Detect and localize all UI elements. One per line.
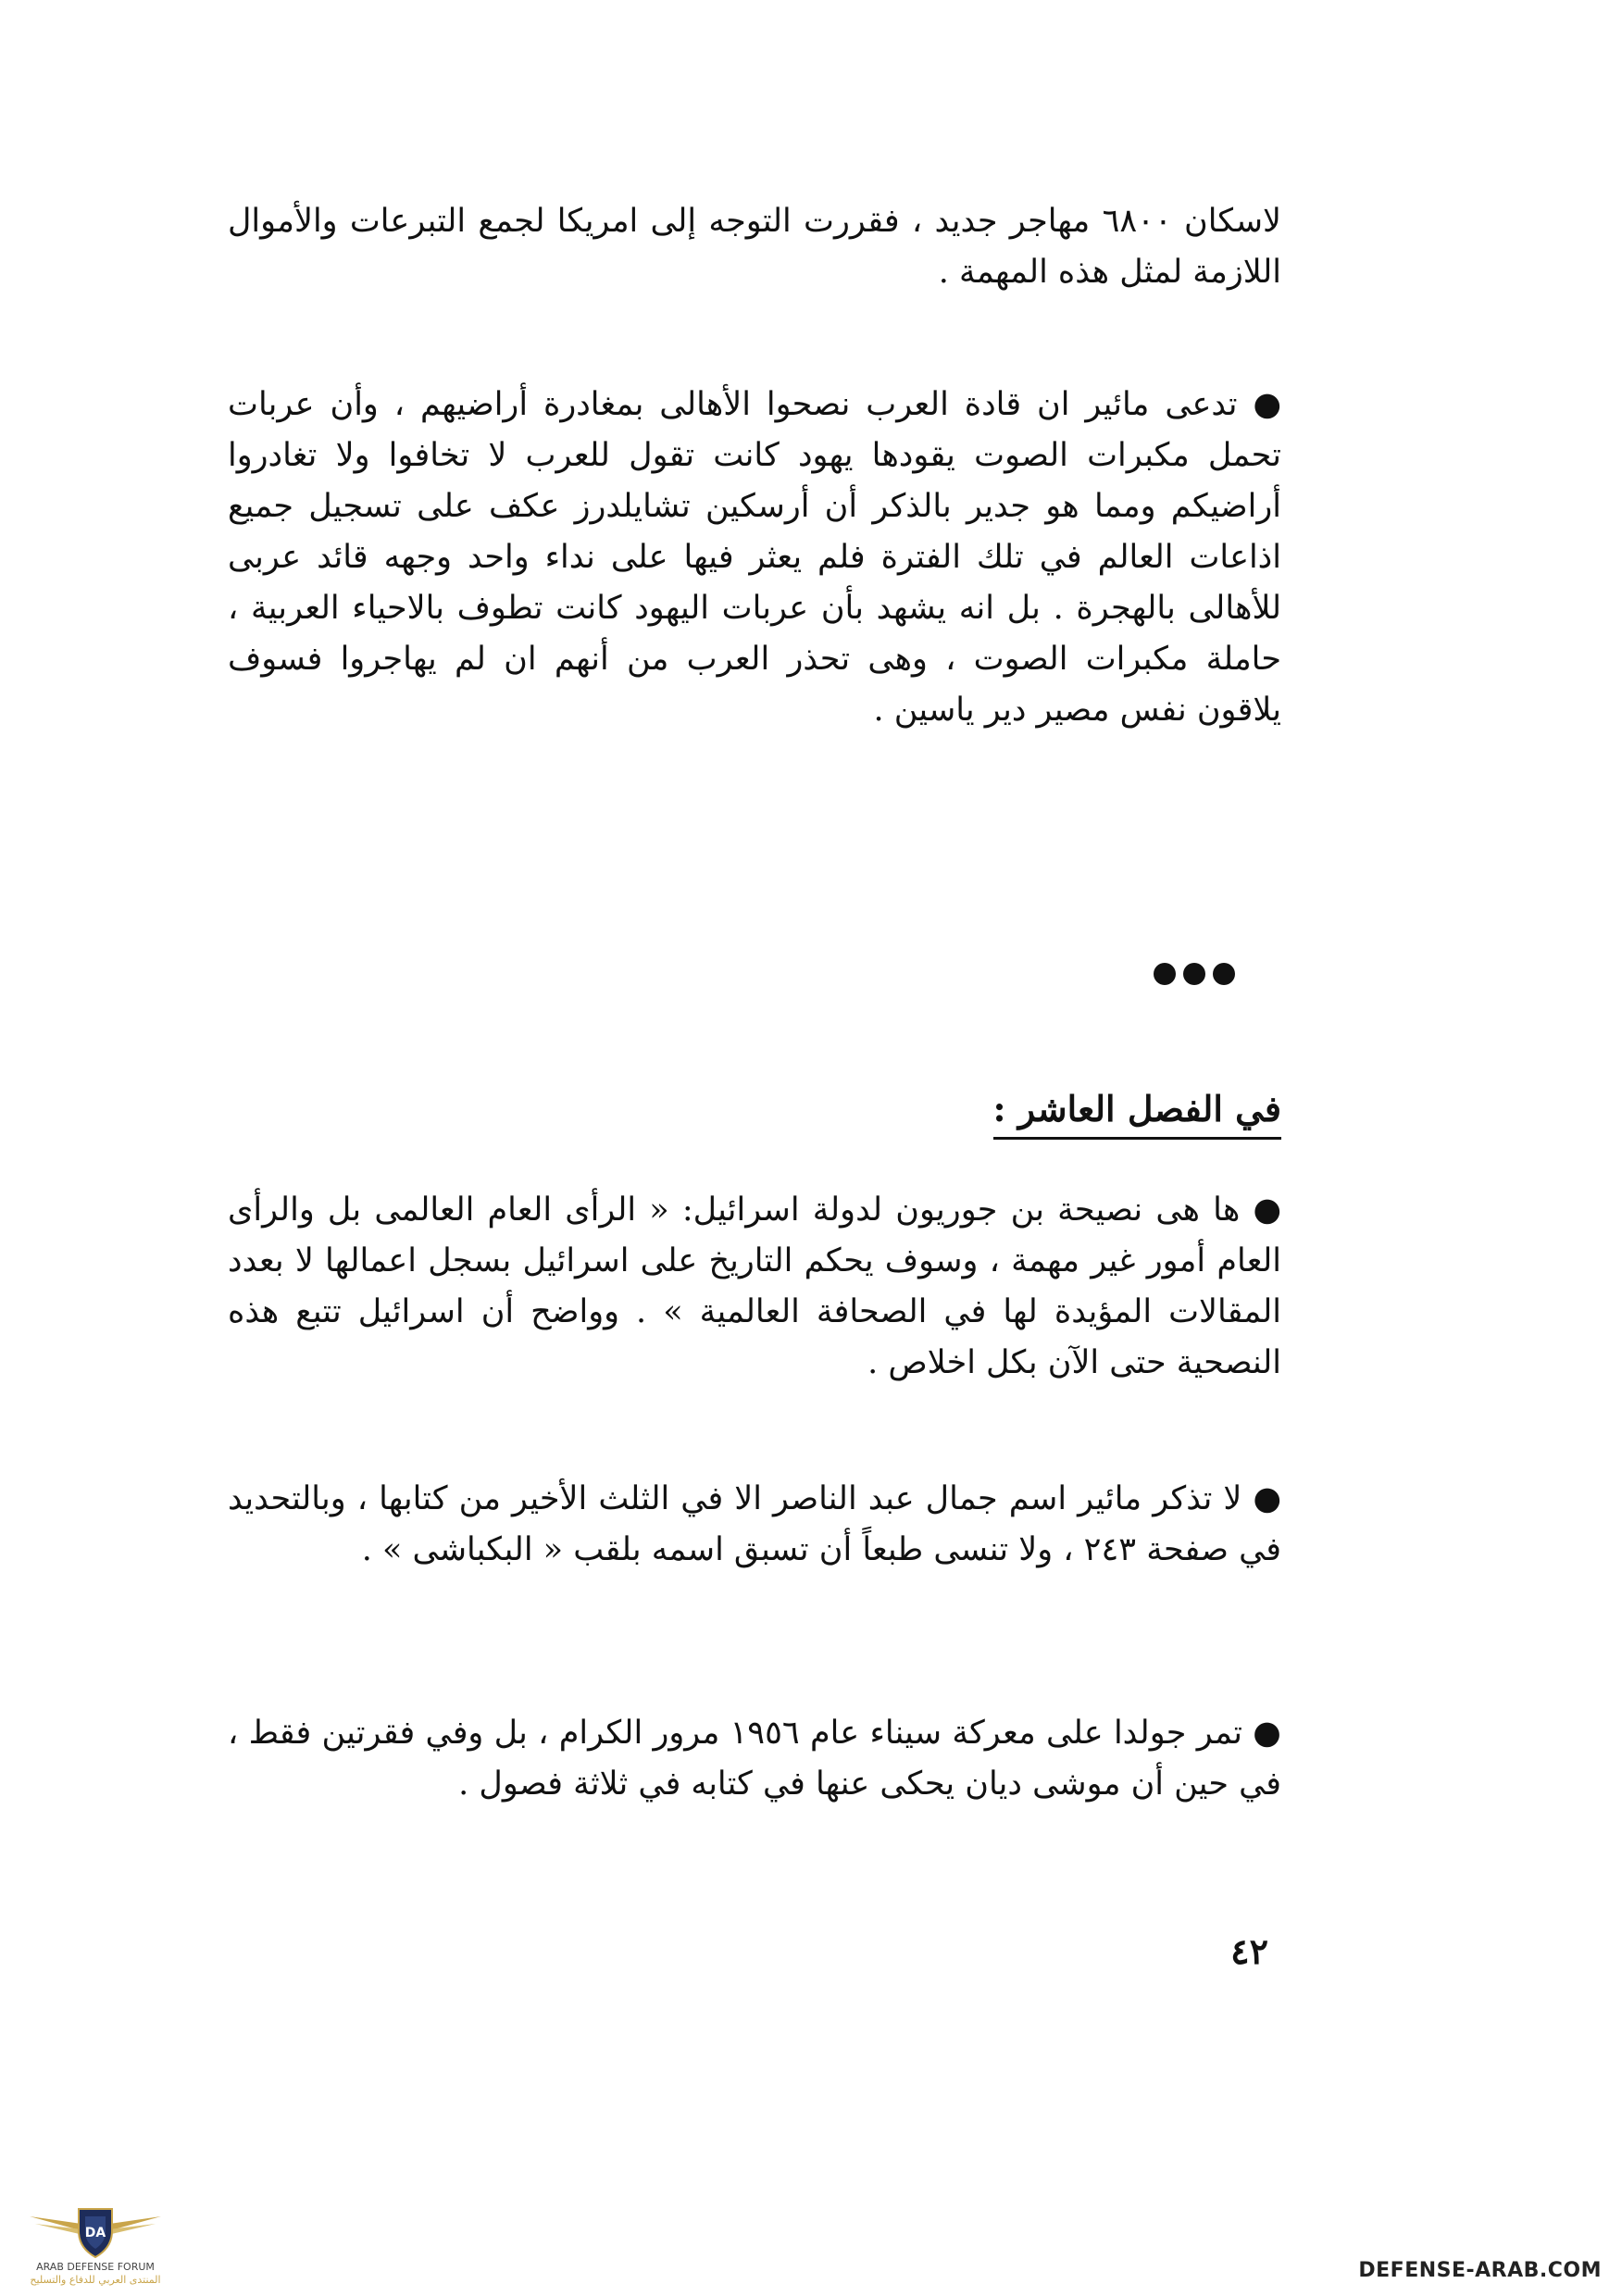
separator-dot (1183, 963, 1205, 985)
logo-text-ar: المنتدى العربي للدفاع والتسليح (30, 2274, 161, 2286)
site-watermark: DEFENSE-ARAB.COM (1358, 2259, 1602, 2282)
logo-initials: DA (84, 2226, 106, 2240)
separator-dot (1154, 963, 1176, 985)
page-number: ٤٢ (1230, 1930, 1268, 1972)
paragraph-2: ● تدعى مائير ان قادة العرب نصحوا الأهالى بمغادرة أراضيهم ، وأن عربات تحمل مكبرات الصوت يقودها يهود كانت تقول للعرب لا تخافوا ولا تغادروا أراضيكم ومما هو جدير بالذكر أن أرسكين تشايلدرز عكف على تسجيل جميع اذاعات العالم في تلك الفترة فلم يعثر فيها على نداء واحد وجهه قائد عربى للأهالى بالهجرة . بل انه يشهد بأن عربات اليهود كانت تطوف بالاحياء العربية ، حاملة مكبرات الصوت ، وهى تحذر العرب من أنهم ان لم يهاجروا فسوف يلاقون نفس مصير دير ياسين . (228, 386, 1281, 729)
forum-logo (26, 2203, 165, 2289)
paragraph-5: ● تمر جولدا على معركة سيناء عام ١٩٥٦ مرور الكرام ، بل وفي فقرتين فقط ، في حين أن موشى ديان يحكى عنها في كتابه في ثلاثة فصول . (228, 1715, 1281, 1803)
paragraph-3: ● ها هى نصيحة بن جوريون لدولة اسرائيل: « الرأى العام العالمى بل والرأى العام أمور غير مهمة ، وسوف يحكم التاريخ على اسرائيل بسجل اعمالها لا بعدد المقالات المؤيدة لها في الصحافة العالمية » . وواضح أن اسرائيل تتبع هذه النصحية حتى الآن بكل اخلاص . (228, 1192, 1281, 1381)
section-separator (1142, 963, 1235, 991)
paragraph-1: لاسكان ٦٨٠٠ مهاجر جديد ، فقررت التوجه إلى امريكا لجمع التبرعات والأموال اللازمة لمثل هذه المهمة . (228, 203, 1282, 291)
shield-wings-icon (26, 2203, 165, 2261)
logo-text-en: ARAB DEFENSE FORUM (36, 2261, 155, 2273)
separator-dot (1213, 963, 1235, 985)
section-heading: في الفصل العاشر : (993, 1085, 1282, 1140)
paragraph-4: ● لا تذكر مائير اسم جمال عبد الناصر الا في الثلث الأخير من كتابها ، وبالتحديد في صفحة ٢٤٣ ، ولا تنسى طبعاً أن تسبق اسمه بلقب « البكباشى » . (228, 1480, 1281, 1568)
